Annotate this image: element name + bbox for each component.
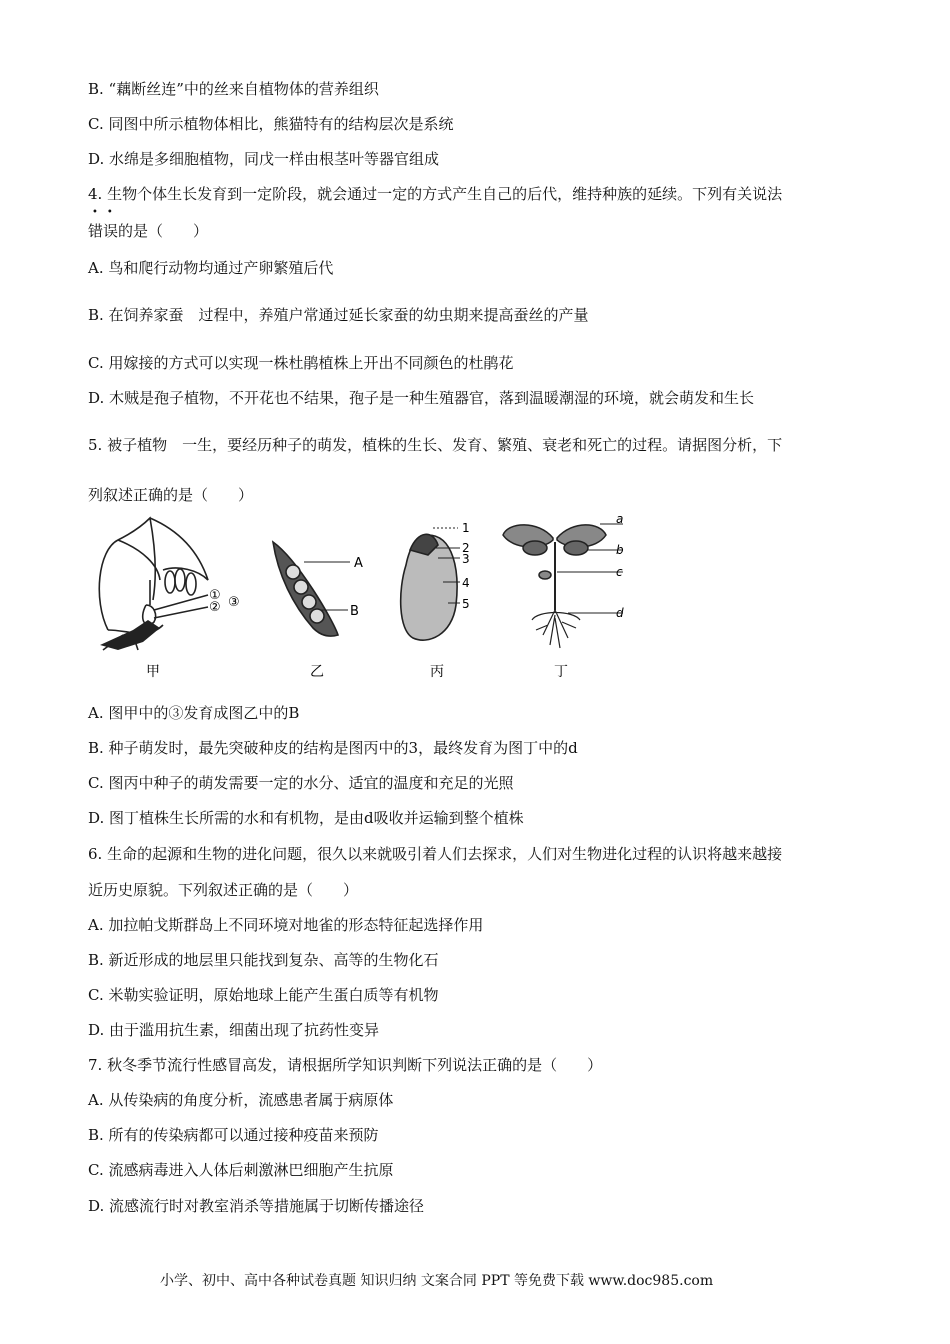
emphasis-dots: •• <box>92 207 122 218</box>
option-3c: C. 同图中所示植物体相比，熊猫特有的结构层次是系统 <box>88 115 454 133</box>
yi-label-b: B <box>350 604 359 619</box>
page-footer: 小学、初中、高中各种试卷真题 知识归纳 文案合同 PPT 等免费下载 www.doc985.com <box>160 1273 714 1289</box>
option-4d: D. 木贼是孢子植物，不开花也不结果，孢子是一种生殖器官，落到温暖潮湿的环境，就会萌发和生长 <box>88 389 755 407</box>
yi-label-a: A <box>354 556 363 571</box>
option-7c: C. 流感病毒进入人体后刺激淋巴细胞产生抗原 <box>88 1161 394 1179</box>
caption-ding: 丁 <box>554 664 568 680</box>
question-5-stem: 5. 被子植物 一生，要经历种子的萌发，植株的生长、发育、繁殖、衰老和死亡的过程。请据图分析，下 <box>88 436 783 454</box>
bing-label-2: 2 <box>462 541 470 555</box>
question-4-stem-cont: 错误的是（ ） <box>88 222 209 240</box>
seed-figure <box>401 528 460 640</box>
jia-label-3: ③ <box>228 595 240 610</box>
option-6c: C. 米勒实验证明，原始地球上能产生蛋白质等有机物 <box>88 986 439 1004</box>
bing-label-1: 1 <box>462 521 470 535</box>
ding-label-a: a <box>616 512 624 526</box>
pod-figure <box>273 542 350 636</box>
option-7b: B. 所有的传染病都可以通过接种疫苗来预防 <box>88 1126 379 1144</box>
plant-diagram <box>88 510 628 685</box>
jia-label-2: ② <box>209 600 221 615</box>
option-3d: D. 水绵是多细胞植物，同戊一样由根茎叶等器官组成 <box>88 150 440 168</box>
receptacle-shape <box>100 620 160 650</box>
option-5d: D. 图丁植株生长所需的水和有机物，是由d吸收并运输到整个植株 <box>88 809 524 827</box>
option-5b: B. 种子萌发时，最先突破种皮的结构是图丙中的3，最终发育为图丁中的d <box>88 739 578 757</box>
option-4b: B. 在饲养家蚕 过程中，养殖户常通过延长家蚕的幼虫期来提高蚕丝的产量 <box>88 306 589 324</box>
option-5a: A. 图甲中的③发育成图乙中的B <box>88 704 300 722</box>
option-6b: B. 新近形成的地层里只能找到复杂、高等的生物化石 <box>88 951 439 969</box>
ding-label-c: c <box>616 565 623 579</box>
ding-label-d: d <box>616 606 624 620</box>
ding-label-b: b <box>616 543 624 557</box>
option-4c: C. 用嫁接的方式可以实现一株杜鹃植株上开出不同颜色的杜鹃花 <box>88 354 514 372</box>
option-3b: B. “藕断丝连”中的丝来自植物体的营养组织 <box>88 80 379 98</box>
caption-jia: 甲 <box>146 664 160 680</box>
question-4-stem: 4. 生物个体生长发育到一定阶段，就会通过一定的方式产生自己的后代，维持种族的延续。下列有关说法 <box>88 185 783 203</box>
jia-label-1: ① <box>209 588 221 603</box>
option-6a: A. 加拉帕戈斯群岛上不同环境对地雀的形态特征起选择作用 <box>88 916 484 934</box>
caption-yi: 乙 <box>310 664 324 680</box>
caption-bing: 丙 <box>430 664 444 680</box>
bing-label-3: 3 <box>462 552 470 566</box>
option-7a: A. 从传染病的角度分析，流感患者属于病原体 <box>88 1091 394 1109</box>
option-7d: D. 流感流行时对教室消杀等措施属于切断传播途径 <box>88 1197 425 1215</box>
bing-label-4: 4 <box>462 576 470 590</box>
question-5-stem-cont: 列叙述正确的是（ ） <box>88 486 254 504</box>
option-5c: C. 图丙中种子的萌发需要一定的水分、适宜的温度和充足的光照 <box>88 774 514 792</box>
option-6d: D. 由于滥用抗生素，细菌出现了抗药性变异 <box>88 1021 380 1039</box>
bing-label-5: 5 <box>462 597 470 611</box>
option-4a: A. 鸟和爬行动物均通过产卵繁殖后代 <box>88 259 334 277</box>
question-6-stem: 6. 生命的起源和生物的进化问题，很久以来就吸引着人们去探求，人们对生物进化过程的认识将越来越接 <box>88 845 783 863</box>
seedling-figure <box>503 524 623 648</box>
question-7-stem: 7. 秋冬季节流行性感冒高发，请根据所学知识判断下列说法正确的是（ ） <box>88 1056 603 1074</box>
question-6-stem-cont: 近历史原貌。下列叙述正确的是（ ） <box>88 881 359 899</box>
